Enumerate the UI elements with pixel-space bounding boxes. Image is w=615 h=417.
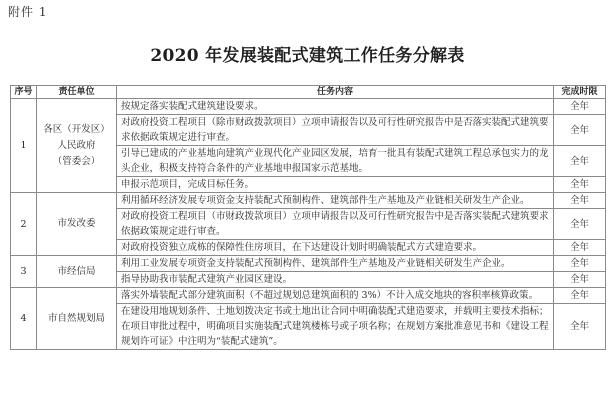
task-content: 引导已建成的产业基地向建筑产业现代化产业园区发展，培育一批具有装配式建筑工程总承包实力的龙头企业，积极支持符合条件的产业基地申报国家示范基地。 xyxy=(117,146,554,177)
unit-cell xyxy=(37,288,117,350)
seq-cell: 1 xyxy=(11,99,37,193)
task-content: 申报示范项目，完成目标任务。 xyxy=(117,177,554,193)
table-header-row xyxy=(11,86,606,99)
table-row xyxy=(11,99,606,115)
header-period: 完成时限 xyxy=(554,86,606,99)
task-period: 全年 xyxy=(554,193,606,209)
task-content: 对政府投资工程项目（除市财政拨款项目）立项申请报告以及可行性研究报告中是否落实装配式建筑要求依据政策规定进行审查。 xyxy=(117,115,554,146)
table-row xyxy=(11,288,606,304)
unit-line: （管委会） xyxy=(52,155,101,167)
task-content: 对政府投资独立成栋的保障性住房项目，在下达建设计划时明确装配式方式建造要求。 xyxy=(117,240,554,256)
task-period: 全年 xyxy=(554,115,606,146)
unit-cell xyxy=(37,256,117,288)
header-content: 任务内容 xyxy=(117,86,554,99)
task-content: 指导协助我市装配式建筑产业园区建设。 xyxy=(117,272,554,288)
task-content: 对政府投资工程项目（市财政拨款项目）立项申请报告以及可行性研究报告中是否落实装配式建筑要求依据政策规定进行审查。 xyxy=(117,209,554,240)
task-content: 利用循环经济发展专项资金支持装配式预制构件、建筑部件生产基地及产业链相关研发生产企业。 xyxy=(117,193,554,209)
task-content: 按规定落实装配式建筑建设要求。 xyxy=(117,99,554,115)
attachment-label: 附件 1 xyxy=(8,5,48,19)
task-content: 利用工业发展专项资金支持装配式预制构件、建筑部件生产基地及产业链相关研发生产企业。 xyxy=(117,256,554,272)
task-period: 全年 xyxy=(554,256,606,272)
unit-line: 市自然规划局 xyxy=(47,312,105,324)
task-period: 全年 xyxy=(554,146,606,177)
unit-cell xyxy=(37,193,117,256)
header-unit: 责任单位 xyxy=(37,86,117,99)
seq-cell: 2 xyxy=(11,193,37,256)
seq-cell: 4 xyxy=(11,288,37,350)
page-title: 2020 年发展装配式建筑工作任务分解表 xyxy=(150,46,465,66)
task-period: 全年 xyxy=(554,304,606,350)
unit-line: 市发改委 xyxy=(57,218,96,229)
task-period: 全年 xyxy=(554,288,606,304)
unit-line: 人民政府 xyxy=(57,139,96,151)
task-content: 在建设用地规划条件、土地划拨决定书或土地出让合同中明确装配式建造要求，并载明主要技术指标；在项目审批过程中，明确项目实施装配式建筑楼栋号或子项名称；在规划方案批准意见书和《建设工程规划许可证》中注明为“装配式建筑”。 xyxy=(117,304,554,350)
unit-line: 市经信局 xyxy=(57,265,96,277)
task-period: 全年 xyxy=(554,177,606,193)
unit-cell xyxy=(37,99,117,193)
task-period: 全年 xyxy=(554,99,606,115)
seq-cell: 3 xyxy=(11,256,37,288)
header-seq: 序号 xyxy=(11,86,37,99)
task-period: 全年 xyxy=(554,272,606,288)
table-row xyxy=(11,256,606,272)
task-table xyxy=(10,85,606,350)
table-row xyxy=(11,193,606,209)
task-period: 全年 xyxy=(554,240,606,256)
task-content: 落实外墙装配式部分建筑面积（不超过规划总建筑面积的 3%）不计入成交地块的容积率核算政策。 xyxy=(117,288,554,304)
task-period: 全年 xyxy=(554,209,606,240)
unit-line: 各区（开发区） xyxy=(43,123,110,135)
